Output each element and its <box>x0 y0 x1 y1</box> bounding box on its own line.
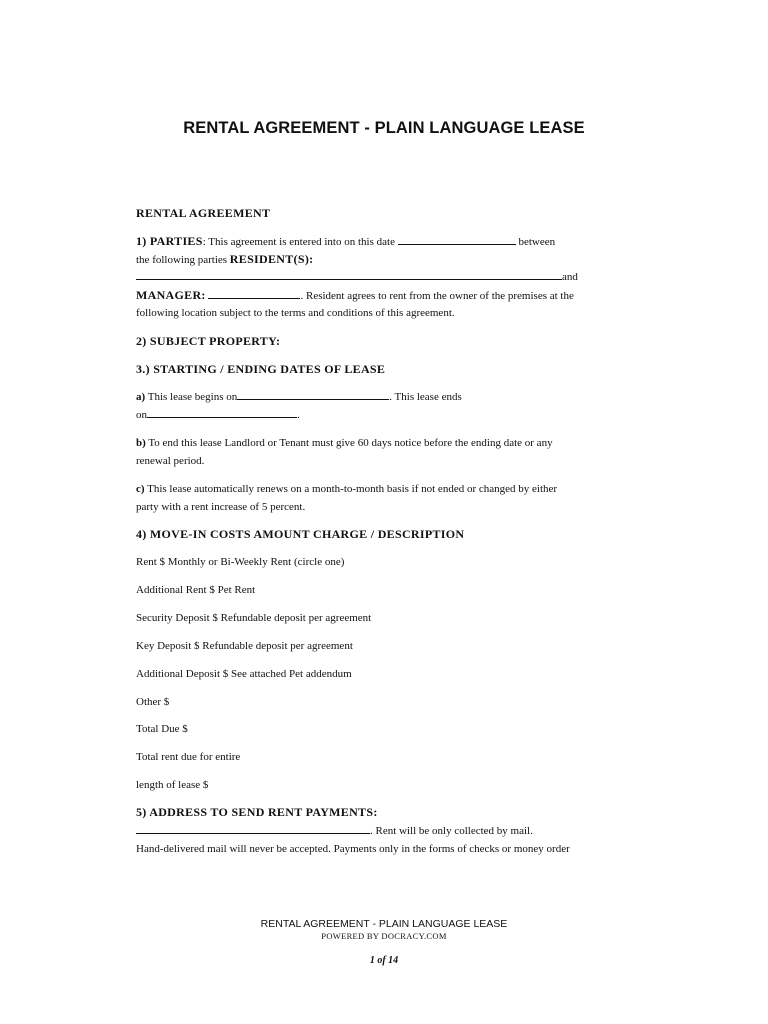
move-in-item: Rent $ Monthly or Bi-Weekly Rent (circle one) <box>136 556 345 568</box>
dates-c-text-1: This lease automatically renews on a month-to-month basis if not ended or changed by either <box>147 483 558 495</box>
address-heading: 5) ADDRESS TO SEND RENT PAYMENTS: <box>136 805 378 819</box>
page-number: 1 of 14 <box>369 955 399 966</box>
footer-title: RENTAL AGREEMENT - PLAIN LANGUAGE LEASE <box>260 918 508 930</box>
and-text: and <box>562 271 578 283</box>
parties-line-1 <box>136 232 636 251</box>
dates-a-line-2 <box>136 406 636 424</box>
move-in-item: Other $ <box>136 696 170 708</box>
address-text-1: . Rent will be only collected by mail. <box>370 825 533 837</box>
move-in-item: length of lease $ <box>136 779 209 791</box>
dates-a-text-2: . This lease ends <box>389 391 462 403</box>
section-heading: RENTAL AGREEMENT <box>136 206 271 220</box>
dates-c-line-1 <box>136 480 636 498</box>
dates-b-line-2: renewal period. <box>136 455 205 467</box>
dates-b-line-1 <box>136 434 636 452</box>
address-line-1 <box>136 822 636 840</box>
resident-label: RESIDENT(S): <box>229 252 314 266</box>
dates-b-text-1: To end this lease Landlord or Tenant must give 60 days notice before the ending date or any <box>148 437 553 449</box>
manager-blank[interactable] <box>208 287 300 299</box>
dates-a-text-4: . <box>297 409 300 421</box>
manager-label: MANAGER: <box>136 288 206 302</box>
dates-a-text-1: This lease begins on <box>147 391 238 403</box>
dates-a-text-3: on <box>136 409 147 421</box>
dates-c-label: c) <box>136 483 145 495</box>
dates-c-line-2: party with a rent increase of 5 percent. <box>136 501 306 513</box>
parties-text-1: : This agreement is entered into on this date <box>202 236 395 248</box>
end-date-blank[interactable] <box>147 406 297 418</box>
parties-label: 1) PARTIES <box>136 234 203 248</box>
manager-text: . Resident agrees to rent from the owner of the premises at the <box>300 290 574 302</box>
move-in-heading: 4) MOVE-IN COSTS AMOUNT CHARGE / DESCRIPTION <box>136 527 465 541</box>
document-title: RENTAL AGREEMENT - PLAIN LANGUAGE LEASE <box>183 119 585 137</box>
move-in-item: Security Deposit $ Refundable deposit per agreement <box>136 612 372 624</box>
address-blank[interactable] <box>136 822 370 834</box>
move-in-item: Additional Deposit $ See attached Pet addendum <box>136 668 352 680</box>
parties-text-2: between <box>518 236 556 248</box>
parties-line-5: following location subject to the terms and conditions of this agreement. <box>136 307 455 319</box>
move-in-item: Total rent due for entire <box>136 751 241 763</box>
begin-date-blank[interactable] <box>237 388 389 400</box>
footer-powered-by: POWERED BY DOCRACY.COM <box>321 931 447 941</box>
move-in-item: Key Deposit $ Refundable deposit per agreement <box>136 640 353 652</box>
dates-a-label: a) <box>136 391 146 403</box>
subject-property-heading: 2) SUBJECT PROPERTY: <box>136 334 281 348</box>
parties-text-3: the following parties <box>136 254 228 266</box>
parties-line-4 <box>136 286 636 305</box>
dates-heading: 3.) STARTING / ENDING DATES OF LEASE <box>136 362 386 376</box>
date-blank[interactable] <box>398 233 516 245</box>
parties-line-2 <box>136 250 636 269</box>
address-line-2: Hand-delivered mail will never be accepted. Payments only in the forms of checks or money order <box>136 843 570 855</box>
dates-b-label: b) <box>136 437 146 449</box>
parties-line-3 <box>136 268 636 286</box>
move-in-item: Total Due $ <box>136 723 188 735</box>
move-in-item: Additional Rent $ Pet Rent <box>136 584 256 596</box>
dates-a-line-1 <box>136 388 636 406</box>
resident-blank[interactable] <box>136 268 562 280</box>
